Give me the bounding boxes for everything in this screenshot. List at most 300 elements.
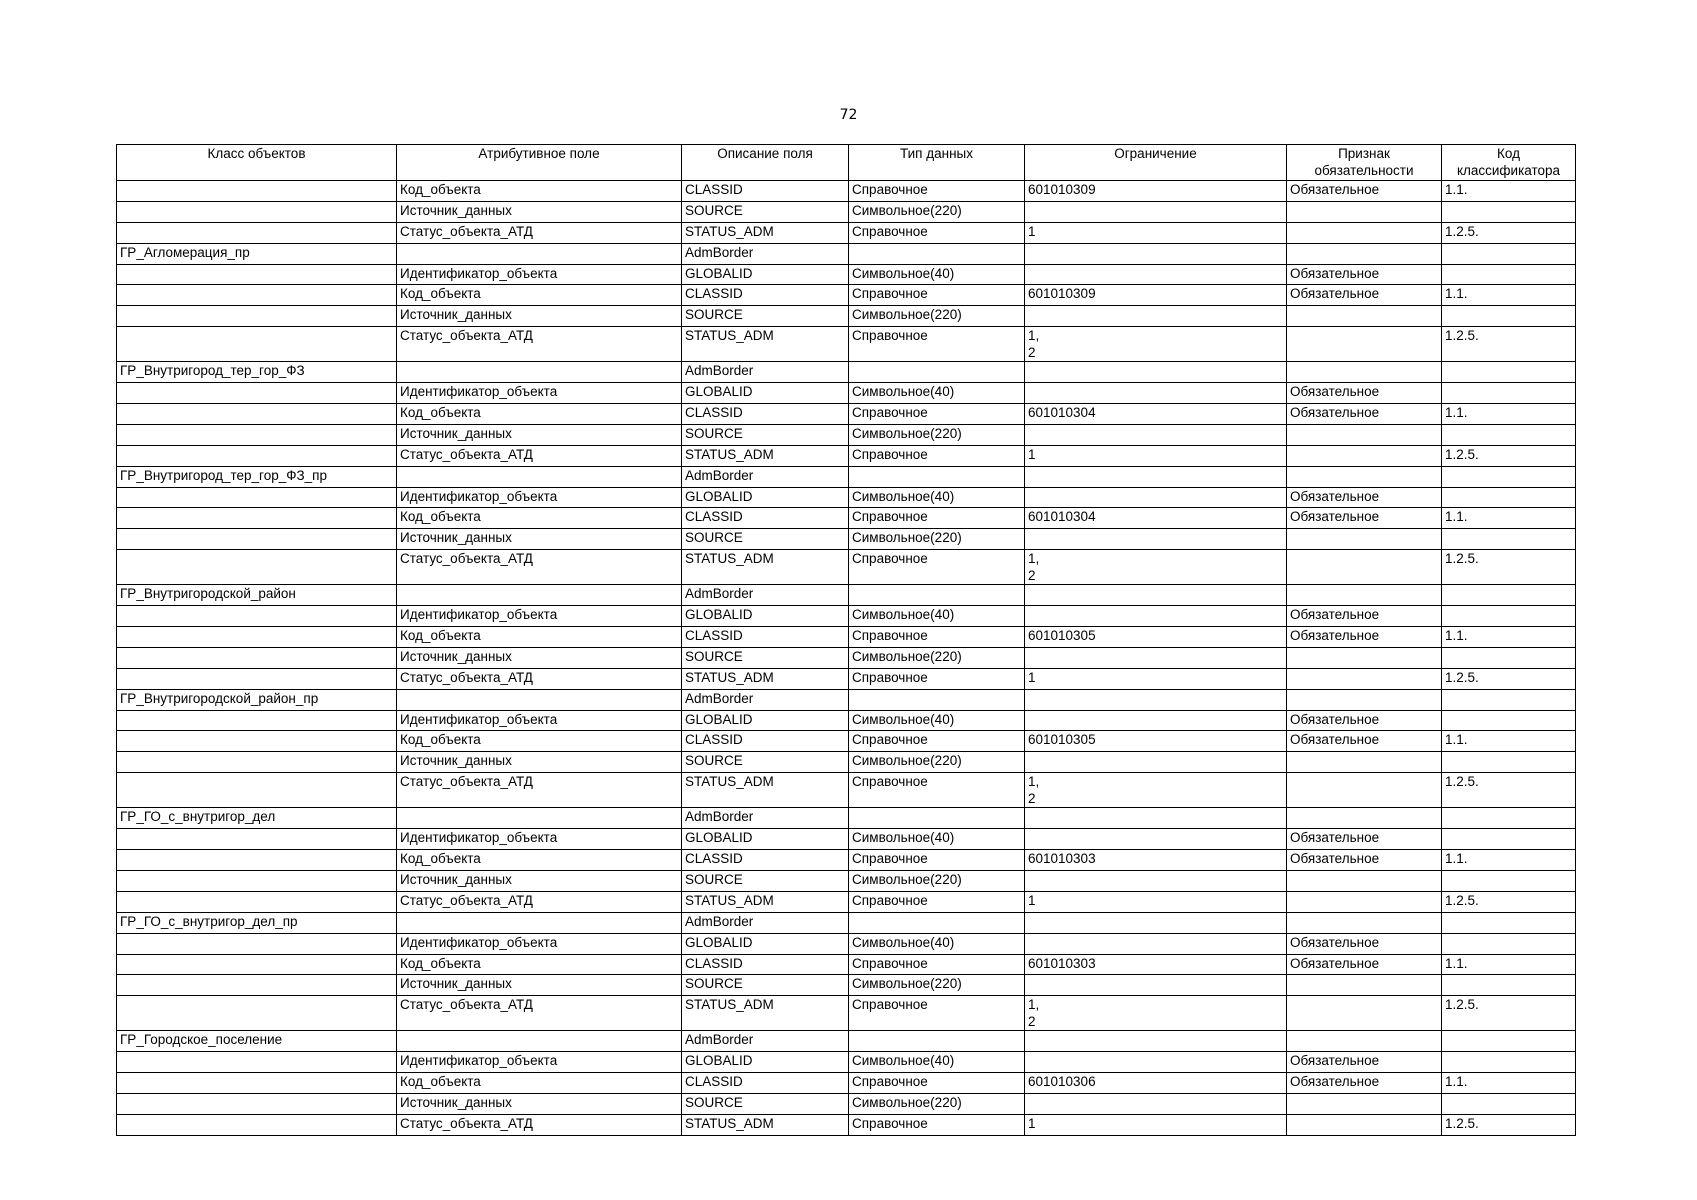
cell-field-description: CLASSID bbox=[682, 285, 849, 306]
cell-classifier-code bbox=[1442, 829, 1576, 850]
cell-field-description: SOURCE bbox=[682, 529, 849, 550]
table-body bbox=[117, 181, 1576, 1136]
cell-constraint: 601010309 bbox=[1025, 181, 1287, 202]
cell-constraint bbox=[1025, 466, 1287, 487]
cell-data-type: Символьное(220) bbox=[849, 306, 1025, 327]
cell-mandatory-flag: Обязательное bbox=[1287, 731, 1442, 752]
cell-object-class bbox=[117, 222, 397, 243]
table-row bbox=[117, 1114, 1576, 1135]
cell-data-type: Символьное(40) bbox=[849, 829, 1025, 850]
table-row bbox=[117, 647, 1576, 668]
cell-attribute-field: Код_объекта bbox=[397, 285, 682, 306]
cell-mandatory-flag bbox=[1287, 445, 1442, 466]
cell-classifier-code bbox=[1442, 975, 1576, 996]
cell-mandatory-flag: Обязательное bbox=[1287, 850, 1442, 871]
table-row bbox=[117, 689, 1576, 710]
cell-field-description: CLASSID bbox=[682, 181, 849, 202]
table-row bbox=[117, 327, 1576, 362]
cell-data-type: Символьное(220) bbox=[849, 529, 1025, 550]
cell-classifier-code bbox=[1442, 912, 1576, 933]
cell-constraint bbox=[1025, 1031, 1287, 1052]
cell-object-class: ГР_Внутригородской_район_пр bbox=[117, 689, 397, 710]
table-row bbox=[117, 954, 1576, 975]
table-row bbox=[117, 829, 1576, 850]
cell-field-description: STATUS_ADM bbox=[682, 891, 849, 912]
cell-classifier-code bbox=[1442, 752, 1576, 773]
header-attribute-field: Атрибутивное поле bbox=[397, 145, 682, 181]
cell-mandatory-flag bbox=[1287, 1093, 1442, 1114]
cell-object-class bbox=[117, 1073, 397, 1094]
cell-classifier-code: 1.1. bbox=[1442, 850, 1576, 871]
cell-object-class bbox=[117, 264, 397, 285]
cell-field-description: AdmBorder bbox=[682, 1031, 849, 1052]
cell-field-description: GLOBALID bbox=[682, 829, 849, 850]
cell-classifier-code bbox=[1442, 585, 1576, 606]
cell-field-description: GLOBALID bbox=[682, 710, 849, 731]
cell-classifier-code bbox=[1442, 933, 1576, 954]
cell-data-type: Символьное(40) bbox=[849, 1052, 1025, 1073]
cell-object-class bbox=[117, 487, 397, 508]
cell-attribute-field: Код_объекта bbox=[397, 508, 682, 529]
cell-field-description: SOURCE bbox=[682, 975, 849, 996]
cell-field-description: STATUS_ADM bbox=[682, 550, 849, 585]
cell-object-class bbox=[117, 870, 397, 891]
cell-classifier-code: 1.2.5. bbox=[1442, 222, 1576, 243]
cell-data-type: Справочное bbox=[849, 508, 1025, 529]
cell-constraint bbox=[1025, 606, 1287, 627]
cell-object-class bbox=[117, 975, 397, 996]
cell-mandatory-flag: Обязательное bbox=[1287, 487, 1442, 508]
cell-classifier-code bbox=[1442, 529, 1576, 550]
table-row bbox=[117, 445, 1576, 466]
cell-classifier-code: 1.1. bbox=[1442, 954, 1576, 975]
table-row bbox=[117, 850, 1576, 871]
cell-constraint bbox=[1025, 710, 1287, 731]
cell-mandatory-flag: Обязательное bbox=[1287, 710, 1442, 731]
cell-object-class bbox=[117, 445, 397, 466]
cell-constraint bbox=[1025, 829, 1287, 850]
table-row bbox=[117, 870, 1576, 891]
table-row bbox=[117, 1073, 1576, 1094]
table-row bbox=[117, 306, 1576, 327]
cell-classifier-code: 1.2.5. bbox=[1442, 773, 1576, 808]
cell-classifier-code bbox=[1442, 1031, 1576, 1052]
cell-constraint bbox=[1025, 529, 1287, 550]
cell-attribute-field: Статус_объекта_АТД bbox=[397, 327, 682, 362]
cell-mandatory-flag: Обязательное bbox=[1287, 508, 1442, 529]
cell-attribute-field: Идентификатор_объекта bbox=[397, 264, 682, 285]
cell-constraint bbox=[1025, 975, 1287, 996]
cell-classifier-code: 1.2.5. bbox=[1442, 996, 1576, 1031]
cell-object-class bbox=[117, 752, 397, 773]
header-constraint: Ограничение bbox=[1025, 145, 1287, 181]
cell-data-type: Справочное bbox=[849, 222, 1025, 243]
table-row bbox=[117, 466, 1576, 487]
cell-object-class bbox=[117, 627, 397, 648]
cell-attribute-field bbox=[397, 362, 682, 383]
cell-mandatory-flag: Обязательное bbox=[1287, 954, 1442, 975]
cell-mandatory-flag bbox=[1287, 773, 1442, 808]
cell-field-description: CLASSID bbox=[682, 404, 849, 425]
cell-attribute-field: Источник_данных bbox=[397, 424, 682, 445]
cell-field-description: SOURCE bbox=[682, 1093, 849, 1114]
cell-attribute-field: Код_объекта bbox=[397, 731, 682, 752]
cell-field-description: GLOBALID bbox=[682, 1052, 849, 1073]
cell-constraint: 601010305 bbox=[1025, 731, 1287, 752]
cell-classifier-code: 1.1. bbox=[1442, 285, 1576, 306]
cell-data-type bbox=[849, 912, 1025, 933]
cell-mandatory-flag bbox=[1287, 912, 1442, 933]
cell-field-description: GLOBALID bbox=[682, 383, 849, 404]
cell-classifier-code bbox=[1442, 424, 1576, 445]
header-data-type: Тип данных bbox=[849, 145, 1025, 181]
cell-mandatory-flag bbox=[1287, 996, 1442, 1031]
cell-data-type: Справочное bbox=[849, 731, 1025, 752]
cell-mandatory-flag bbox=[1287, 808, 1442, 829]
cell-attribute-field: Статус_объекта_АТД bbox=[397, 773, 682, 808]
cell-classifier-code bbox=[1442, 362, 1576, 383]
cell-field-description: GLOBALID bbox=[682, 487, 849, 508]
cell-object-class: ГР_Внутригород_тер_гор_ФЗ_пр bbox=[117, 466, 397, 487]
cell-mandatory-flag bbox=[1287, 668, 1442, 689]
table-row bbox=[117, 508, 1576, 529]
cell-constraint bbox=[1025, 383, 1287, 404]
cell-field-description: STATUS_ADM bbox=[682, 996, 849, 1031]
table-row bbox=[117, 975, 1576, 996]
table-row bbox=[117, 362, 1576, 383]
cell-data-type: Символьное(220) bbox=[849, 424, 1025, 445]
cell-field-description: STATUS_ADM bbox=[682, 668, 849, 689]
cell-field-description: AdmBorder bbox=[682, 689, 849, 710]
cell-object-class bbox=[117, 933, 397, 954]
cell-object-class: ГР_Внутригородской_район bbox=[117, 585, 397, 606]
cell-data-type: Символьное(220) bbox=[849, 201, 1025, 222]
cell-constraint: 1 bbox=[1025, 222, 1287, 243]
cell-field-description: SOURCE bbox=[682, 870, 849, 891]
cell-classifier-code: 1.2.5. bbox=[1442, 891, 1576, 912]
cell-data-type bbox=[849, 585, 1025, 606]
cell-classifier-code: 1.1. bbox=[1442, 1073, 1576, 1094]
table-row bbox=[117, 243, 1576, 264]
cell-data-type: Справочное bbox=[849, 773, 1025, 808]
cell-data-type bbox=[849, 808, 1025, 829]
table-row bbox=[117, 383, 1576, 404]
cell-constraint bbox=[1025, 689, 1287, 710]
cell-mandatory-flag: Обязательное bbox=[1287, 264, 1442, 285]
cell-field-description: STATUS_ADM bbox=[682, 445, 849, 466]
cell-object-class bbox=[117, 996, 397, 1031]
cell-mandatory-flag: Обязательное bbox=[1287, 383, 1442, 404]
cell-data-type bbox=[849, 1031, 1025, 1052]
cell-object-class bbox=[117, 529, 397, 550]
cell-object-class bbox=[117, 285, 397, 306]
cell-constraint: 601010309 bbox=[1025, 285, 1287, 306]
cell-object-class: ГР_Городское_поселение bbox=[117, 1031, 397, 1052]
cell-attribute-field: Статус_объекта_АТД bbox=[397, 996, 682, 1031]
cell-constraint bbox=[1025, 808, 1287, 829]
cell-classifier-code: 1.1. bbox=[1442, 181, 1576, 202]
cell-constraint bbox=[1025, 1052, 1287, 1073]
cell-field-description: SOURCE bbox=[682, 647, 849, 668]
cell-classifier-code bbox=[1442, 689, 1576, 710]
header-classifier-code: Код классификатора bbox=[1442, 145, 1576, 181]
cell-mandatory-flag: Обязательное bbox=[1287, 285, 1442, 306]
cell-data-type bbox=[849, 243, 1025, 264]
cell-object-class bbox=[117, 954, 397, 975]
cell-object-class bbox=[117, 1093, 397, 1114]
cell-field-description: SOURCE bbox=[682, 201, 849, 222]
table-row bbox=[117, 996, 1576, 1031]
cell-attribute-field: Источник_данных bbox=[397, 306, 682, 327]
cell-object-class: ГР_Внутригород_тер_гор_ФЗ bbox=[117, 362, 397, 383]
cell-field-description: AdmBorder bbox=[682, 362, 849, 383]
cell-field-description: GLOBALID bbox=[682, 264, 849, 285]
cell-data-type: Символьное(40) bbox=[849, 710, 1025, 731]
cell-attribute-field: Идентификатор_объекта bbox=[397, 383, 682, 404]
cell-classifier-code bbox=[1442, 243, 1576, 264]
cell-attribute-field: Источник_данных bbox=[397, 1093, 682, 1114]
cell-mandatory-flag bbox=[1287, 466, 1442, 487]
cell-mandatory-flag: Обязательное bbox=[1287, 933, 1442, 954]
table-row bbox=[117, 201, 1576, 222]
cell-constraint bbox=[1025, 264, 1287, 285]
cell-object-class bbox=[117, 668, 397, 689]
cell-attribute-field: Идентификатор_объекта bbox=[397, 933, 682, 954]
cell-data-type: Символьное(220) bbox=[849, 1093, 1025, 1114]
cell-object-class bbox=[117, 1052, 397, 1073]
cell-object-class bbox=[117, 383, 397, 404]
cell-object-class: ГР_ГО_с_внутригор_дел_пр bbox=[117, 912, 397, 933]
table-row bbox=[117, 606, 1576, 627]
cell-attribute-field: Код_объекта bbox=[397, 181, 682, 202]
cell-attribute-field: Источник_данных bbox=[397, 201, 682, 222]
cell-field-description: STATUS_ADM bbox=[682, 222, 849, 243]
table-row bbox=[117, 285, 1576, 306]
cell-attribute-field: Источник_данных bbox=[397, 870, 682, 891]
cell-attribute-field: Источник_данных bbox=[397, 752, 682, 773]
cell-data-type: Символьное(220) bbox=[849, 752, 1025, 773]
cell-data-type: Символьное(40) bbox=[849, 264, 1025, 285]
cell-object-class: ГР_Агломерация_пр bbox=[117, 243, 397, 264]
cell-attribute-field: Идентификатор_объекта bbox=[397, 606, 682, 627]
cell-field-description: GLOBALID bbox=[682, 933, 849, 954]
cell-mandatory-flag: Обязательное bbox=[1287, 606, 1442, 627]
cell-classifier-code bbox=[1442, 606, 1576, 627]
cell-classifier-code bbox=[1442, 1052, 1576, 1073]
cell-constraint: 601010304 bbox=[1025, 508, 1287, 529]
cell-field-description: AdmBorder bbox=[682, 808, 849, 829]
cell-attribute-field: Источник_данных bbox=[397, 529, 682, 550]
table-row bbox=[117, 731, 1576, 752]
cell-field-description: CLASSID bbox=[682, 627, 849, 648]
cell-data-type: Справочное bbox=[849, 996, 1025, 1031]
cell-object-class bbox=[117, 891, 397, 912]
cell-data-type: Справочное bbox=[849, 445, 1025, 466]
cell-field-description: AdmBorder bbox=[682, 243, 849, 264]
cell-attribute-field bbox=[397, 1031, 682, 1052]
table-row bbox=[117, 933, 1576, 954]
page-number: 72 bbox=[839, 107, 858, 123]
cell-field-description: CLASSID bbox=[682, 954, 849, 975]
cell-constraint bbox=[1025, 647, 1287, 668]
cell-mandatory-flag bbox=[1287, 689, 1442, 710]
table-row bbox=[117, 668, 1576, 689]
cell-classifier-code bbox=[1442, 808, 1576, 829]
cell-data-type: Справочное bbox=[849, 1114, 1025, 1135]
cell-mandatory-flag: Обязательное bbox=[1287, 1073, 1442, 1094]
cell-mandatory-flag bbox=[1287, 891, 1442, 912]
cell-attribute-field: Идентификатор_объекта bbox=[397, 487, 682, 508]
table-row bbox=[117, 550, 1576, 585]
cell-object-class: ГР_ГО_с_внутригор_дел bbox=[117, 808, 397, 829]
cell-classifier-code bbox=[1442, 466, 1576, 487]
cell-object-class bbox=[117, 1114, 397, 1135]
header-object-class: Класс объектов bbox=[117, 145, 397, 181]
cell-mandatory-flag bbox=[1287, 201, 1442, 222]
cell-constraint bbox=[1025, 933, 1287, 954]
cell-attribute-field: Статус_объекта_АТД bbox=[397, 891, 682, 912]
cell-attribute-field: Статус_объекта_АТД bbox=[397, 1114, 682, 1135]
cell-mandatory-flag bbox=[1287, 752, 1442, 773]
cell-constraint bbox=[1025, 752, 1287, 773]
cell-field-description: GLOBALID bbox=[682, 606, 849, 627]
cell-classifier-code: 1.1. bbox=[1442, 508, 1576, 529]
cell-constraint bbox=[1025, 306, 1287, 327]
cell-mandatory-flag bbox=[1287, 529, 1442, 550]
table-row bbox=[117, 585, 1576, 606]
cell-attribute-field: Статус_объекта_АТД bbox=[397, 668, 682, 689]
cell-mandatory-flag: Обязательное bbox=[1287, 627, 1442, 648]
cell-attribute-field bbox=[397, 912, 682, 933]
cell-constraint bbox=[1025, 362, 1287, 383]
cell-attribute-field bbox=[397, 689, 682, 710]
cell-data-type: Символьное(220) bbox=[849, 870, 1025, 891]
cell-attribute-field bbox=[397, 585, 682, 606]
cell-object-class bbox=[117, 424, 397, 445]
table-row bbox=[117, 752, 1576, 773]
cell-data-type: Символьное(220) bbox=[849, 647, 1025, 668]
cell-attribute-field: Код_объекта bbox=[397, 404, 682, 425]
cell-object-class bbox=[117, 647, 397, 668]
cell-data-type bbox=[849, 362, 1025, 383]
table-row bbox=[117, 1052, 1576, 1073]
cell-data-type: Символьное(40) bbox=[849, 383, 1025, 404]
cell-field-description: AdmBorder bbox=[682, 912, 849, 933]
cell-object-class bbox=[117, 606, 397, 627]
table-row bbox=[117, 404, 1576, 425]
cell-constraint bbox=[1025, 487, 1287, 508]
cell-data-type: Символьное(40) bbox=[849, 606, 1025, 627]
cell-mandatory-flag bbox=[1287, 550, 1442, 585]
cell-mandatory-flag bbox=[1287, 424, 1442, 445]
cell-constraint: 601010304 bbox=[1025, 404, 1287, 425]
table-header-row bbox=[117, 145, 1576, 181]
cell-object-class bbox=[117, 550, 397, 585]
cell-data-type: Справочное bbox=[849, 1073, 1025, 1094]
cell-constraint: 601010303 bbox=[1025, 954, 1287, 975]
cell-mandatory-flag: Обязательное bbox=[1287, 181, 1442, 202]
table-row bbox=[117, 773, 1576, 808]
cell-field-description: SOURCE bbox=[682, 752, 849, 773]
cell-data-type: Справочное bbox=[849, 850, 1025, 871]
cell-classifier-code bbox=[1442, 383, 1576, 404]
cell-mandatory-flag bbox=[1287, 306, 1442, 327]
cell-mandatory-flag bbox=[1287, 1114, 1442, 1135]
cell-attribute-field: Код_объекта bbox=[397, 954, 682, 975]
cell-classifier-code: 1.2.5. bbox=[1442, 445, 1576, 466]
cell-object-class bbox=[117, 508, 397, 529]
cell-constraint bbox=[1025, 243, 1287, 264]
cell-classifier-code bbox=[1442, 201, 1576, 222]
cell-attribute-field: Статус_объекта_АТД bbox=[397, 445, 682, 466]
cell-constraint: 601010306 bbox=[1025, 1073, 1287, 1094]
cell-object-class bbox=[117, 773, 397, 808]
cell-object-class bbox=[117, 181, 397, 202]
table-row bbox=[117, 912, 1576, 933]
cell-data-type: Справочное bbox=[849, 327, 1025, 362]
cell-attribute-field: Идентификатор_объекта bbox=[397, 710, 682, 731]
cell-data-type: Справочное bbox=[849, 285, 1025, 306]
cell-classifier-code: 1.1. bbox=[1442, 627, 1576, 648]
cell-classifier-code: 1.1. bbox=[1442, 731, 1576, 752]
cell-classifier-code bbox=[1442, 1093, 1576, 1114]
cell-field-description: SOURCE bbox=[682, 306, 849, 327]
cell-attribute-field: Код_объекта bbox=[397, 850, 682, 871]
cell-mandatory-flag: Обязательное bbox=[1287, 1052, 1442, 1073]
table-row bbox=[117, 222, 1576, 243]
cell-constraint: 601010305 bbox=[1025, 627, 1287, 648]
cell-constraint: 1, 2 bbox=[1025, 996, 1287, 1031]
cell-mandatory-flag bbox=[1287, 647, 1442, 668]
cell-object-class bbox=[117, 710, 397, 731]
cell-field-description: AdmBorder bbox=[682, 466, 849, 487]
cell-constraint bbox=[1025, 870, 1287, 891]
cell-data-type: Справочное bbox=[849, 404, 1025, 425]
cell-classifier-code bbox=[1442, 647, 1576, 668]
cell-field-description: CLASSID bbox=[682, 850, 849, 871]
cell-classifier-code bbox=[1442, 306, 1576, 327]
cell-attribute-field: Код_объекта bbox=[397, 1073, 682, 1094]
table-row bbox=[117, 1093, 1576, 1114]
cell-constraint: 1 bbox=[1025, 891, 1287, 912]
header-field-description: Описание поля bbox=[682, 145, 849, 181]
cell-constraint: 1 bbox=[1025, 668, 1287, 689]
cell-mandatory-flag bbox=[1287, 327, 1442, 362]
cell-mandatory-flag bbox=[1287, 870, 1442, 891]
cell-constraint: 1 bbox=[1025, 445, 1287, 466]
cell-constraint bbox=[1025, 585, 1287, 606]
table-row bbox=[117, 181, 1576, 202]
cell-attribute-field: Источник_данных bbox=[397, 975, 682, 996]
table-row bbox=[117, 1031, 1576, 1052]
cell-constraint bbox=[1025, 1093, 1287, 1114]
table-row bbox=[117, 808, 1576, 829]
cell-data-type bbox=[849, 466, 1025, 487]
cell-object-class bbox=[117, 404, 397, 425]
cell-constraint: 1, 2 bbox=[1025, 550, 1287, 585]
table-row bbox=[117, 710, 1576, 731]
cell-attribute-field: Статус_объекта_АТД bbox=[397, 550, 682, 585]
cell-attribute-field: Статус_объекта_АТД bbox=[397, 222, 682, 243]
attribute-table bbox=[116, 144, 1576, 1136]
cell-classifier-code: 1.2.5. bbox=[1442, 327, 1576, 362]
cell-data-type: Символьное(40) bbox=[849, 487, 1025, 508]
table-row bbox=[117, 891, 1576, 912]
cell-data-type: Символьное(40) bbox=[849, 933, 1025, 954]
cell-classifier-code: 1.2.5. bbox=[1442, 550, 1576, 585]
cell-attribute-field bbox=[397, 243, 682, 264]
cell-data-type: Справочное bbox=[849, 891, 1025, 912]
